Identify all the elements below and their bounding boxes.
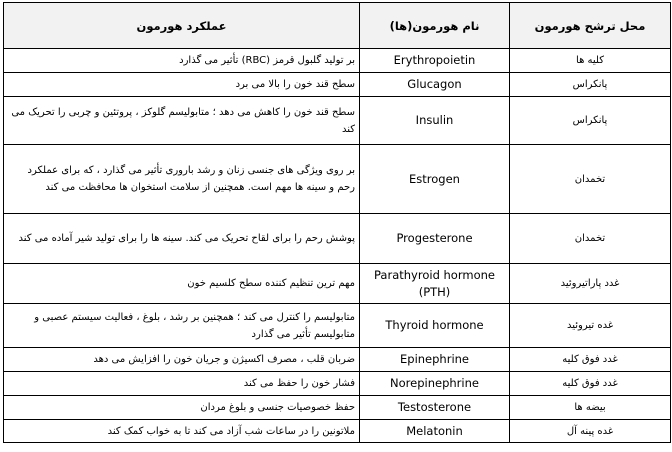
cell-hormone-name: Estrogen — [360, 145, 510, 214]
cell-secretion-site: تخمدان — [510, 214, 671, 264]
table-row — [4, 145, 671, 214]
cell-hormone-name: Parathyroid hormone (PTH) — [360, 264, 510, 304]
table-row — [4, 396, 671, 420]
table-row — [4, 304, 671, 348]
cell-function: ضربان قلب ، مصرف اکسیژن و جریان خون را افزایش می دهد — [4, 348, 360, 372]
cell-secretion-site: تخمدان — [510, 145, 671, 214]
cell-hormone-name: Testosterone — [360, 396, 510, 420]
cell-function: پوشش رحم را برای لقاح تحریک می کند. سینه ها را برای تولید شیر آماده می کند — [4, 214, 360, 264]
cell-hormone-name: Thyroid hormone — [360, 304, 510, 348]
cell-function: ملاتونین را در ساعات شب آزاد می کند تا به خواب کمک کند — [4, 420, 360, 443]
cell-hormone-name: Erythropoietin — [360, 49, 510, 73]
cell-hormone-name: Melatonin — [360, 420, 510, 443]
cell-hormone-name: Norepinephrine — [360, 372, 510, 396]
table-row — [4, 372, 671, 396]
cell-hormone-name: Progesterone — [360, 214, 510, 264]
cell-function: سطح قند خون را کاهش می دهد ؛ متابولیسم گلوکز ، پروتئین و چربی را تحریک می کند — [4, 97, 360, 145]
header-secretion-site: محل ترشح هورمون — [510, 3, 671, 49]
cell-secretion-site: غده تیروئید — [510, 304, 671, 348]
table-row — [4, 420, 671, 443]
cell-function: متابولیسم را کنترل می کند ؛ همچنین بر رشد ، بلوغ ، فعالیت سیستم عصبی و متابولیسم تأثیر می گذارد — [4, 304, 360, 348]
table-header-row — [4, 3, 671, 49]
cell-secretion-site: پانکراس — [510, 97, 671, 145]
cell-hormone-name: Epinephrine — [360, 348, 510, 372]
cell-secretion-site: غدد پاراتیروئید — [510, 264, 671, 304]
cell-function: بر روی ویژگی های جنسی زنان و رشد باروری تأثیر می گذارد ، که برای عملکرد رحم و سینه ها مهم است. همچنین از سلامت استخوان ها محافظت می کند — [4, 145, 360, 214]
table-row — [4, 97, 671, 145]
cell-function: فشار خون را حفظ می کند — [4, 372, 360, 396]
hormone-table — [3, 2, 671, 443]
header-function: عملکرد هورمون — [4, 3, 360, 49]
cell-secretion-site: بیضه ها — [510, 396, 671, 420]
cell-secretion-site: غدد فوق کلیه — [510, 348, 671, 372]
cell-function: حفظ خصوصیات جنسی و بلوغ مردان — [4, 396, 360, 420]
cell-function: مهم ترین تنظیم کننده سطح کلسیم خون — [4, 264, 360, 304]
cell-hormone-name: Glucagon — [360, 73, 510, 97]
table-row — [4, 214, 671, 264]
table-row — [4, 49, 671, 73]
table-row — [4, 73, 671, 97]
cell-function: بر تولید گلبول قرمز (RBC) تأثیر می گذارد — [4, 49, 360, 73]
hormone-table-sheet — [3, 2, 670, 443]
cell-secretion-site: غدد فوق کلیه — [510, 372, 671, 396]
table-row — [4, 348, 671, 372]
header-hormone-name: نام هورمون(ها) — [360, 3, 510, 49]
table-row — [4, 264, 671, 304]
cell-function: سطح قند خون را بالا می برد — [4, 73, 360, 97]
cell-secretion-site: پانکراس — [510, 73, 671, 97]
cell-secretion-site: کلیه ها — [510, 49, 671, 73]
cell-secretion-site: غده پینه آل — [510, 420, 671, 443]
cell-hormone-name: Insulin — [360, 97, 510, 145]
